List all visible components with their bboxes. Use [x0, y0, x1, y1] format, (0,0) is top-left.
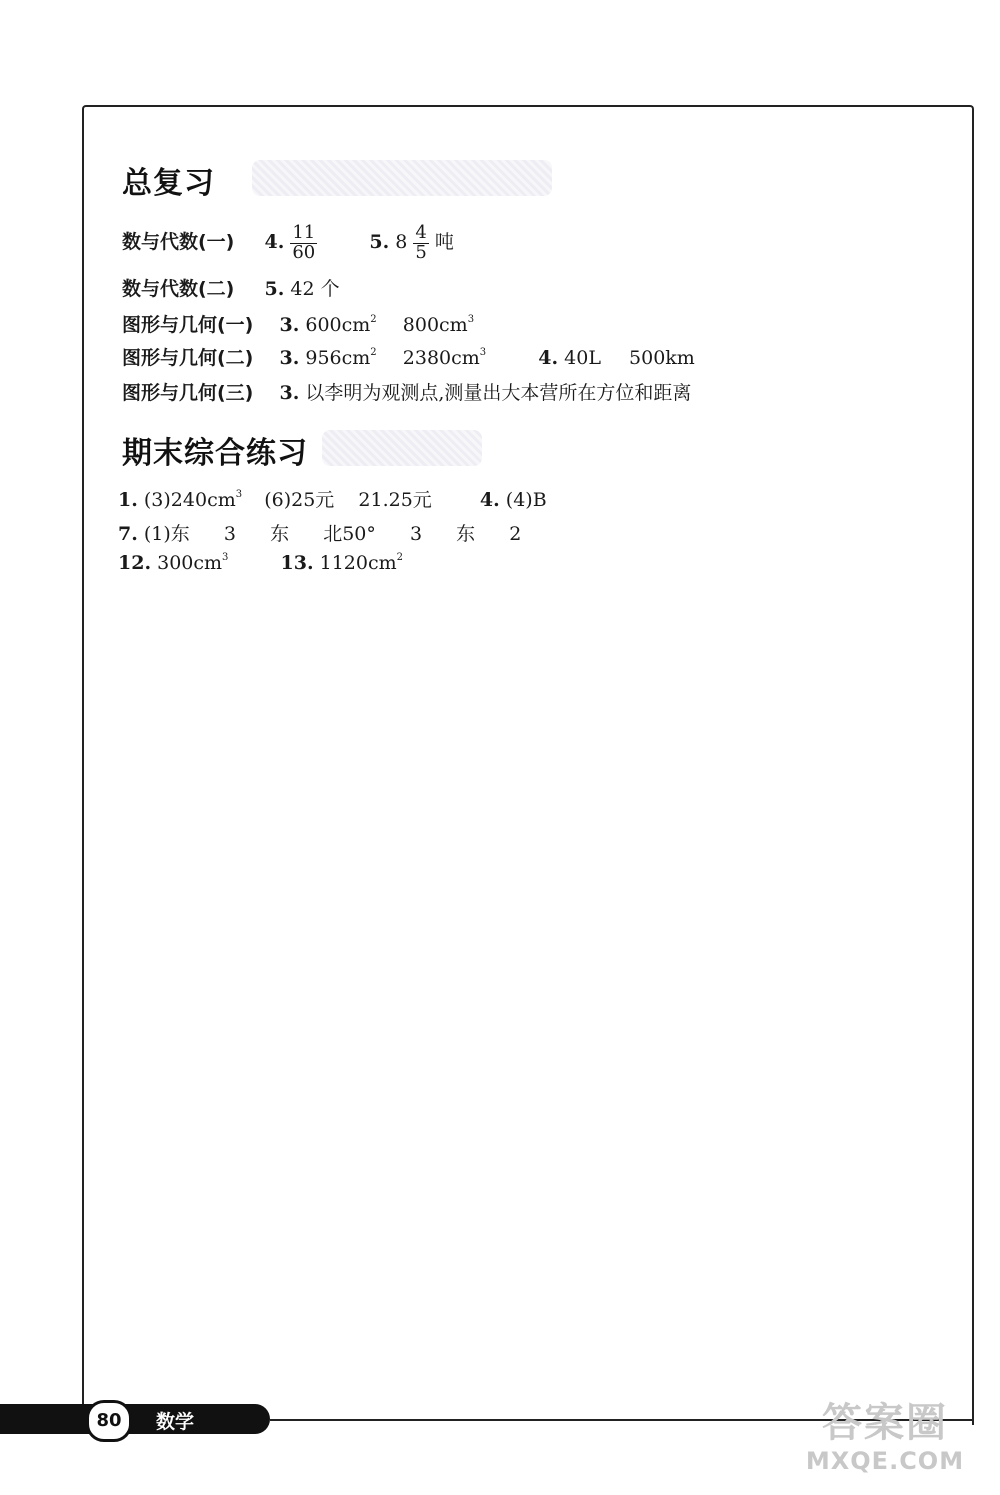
section-title-final-practice: 期末综合练习	[122, 428, 308, 472]
page-number: 80	[86, 1400, 132, 1442]
row-label: 数与代数(二)	[122, 278, 235, 300]
answer-row: 图形与几何(三) 3. 以李明为观测点,测量出大本营所在方位和距离	[122, 382, 692, 404]
row-label: 图形与几何(二)	[122, 347, 254, 369]
answer-row: 数与代数(二) 5. 42 个	[122, 278, 340, 300]
page-frame	[82, 105, 974, 1425]
fraction: $\frac{11}{60}$	[292, 221, 316, 263]
answer-line: 12. $300cm^3$ 13. $1120cm^2$	[118, 552, 404, 574]
answer-row: 数与代数(一) 4. $\frac{11}{60}$ 5. 8 $\frac{4}{5}$ 吨	[122, 221, 454, 263]
row-label: 图形与几何(三)	[122, 382, 254, 404]
subject-label: 数学	[156, 1411, 195, 1433]
row-label: 数与代数(一)	[122, 231, 235, 253]
answer-line: 7. (1)东 3 东 北50° 3 东 2	[118, 523, 522, 545]
fraction: $\frac{4}{5}$	[415, 221, 427, 263]
row-label: 图形与几何(一)	[122, 314, 254, 336]
watermark-logo: 答案圈 MXQE.COM	[805, 1400, 965, 1475]
section-title-review: 总复习	[122, 158, 215, 202]
answer-row: 图形与几何(一) 3. $600cm^2$ $800cm^3$	[122, 314, 475, 336]
answer-row: 图形与几何(二) 3. $956cm^2$ $2380cm^3$ 4. 40L 500km	[122, 347, 695, 369]
answer-line: 1. $(3)240cm^3$ (6)25元 21.25元 4. (4)B	[118, 489, 547, 511]
footer-bar	[0, 1404, 270, 1434]
